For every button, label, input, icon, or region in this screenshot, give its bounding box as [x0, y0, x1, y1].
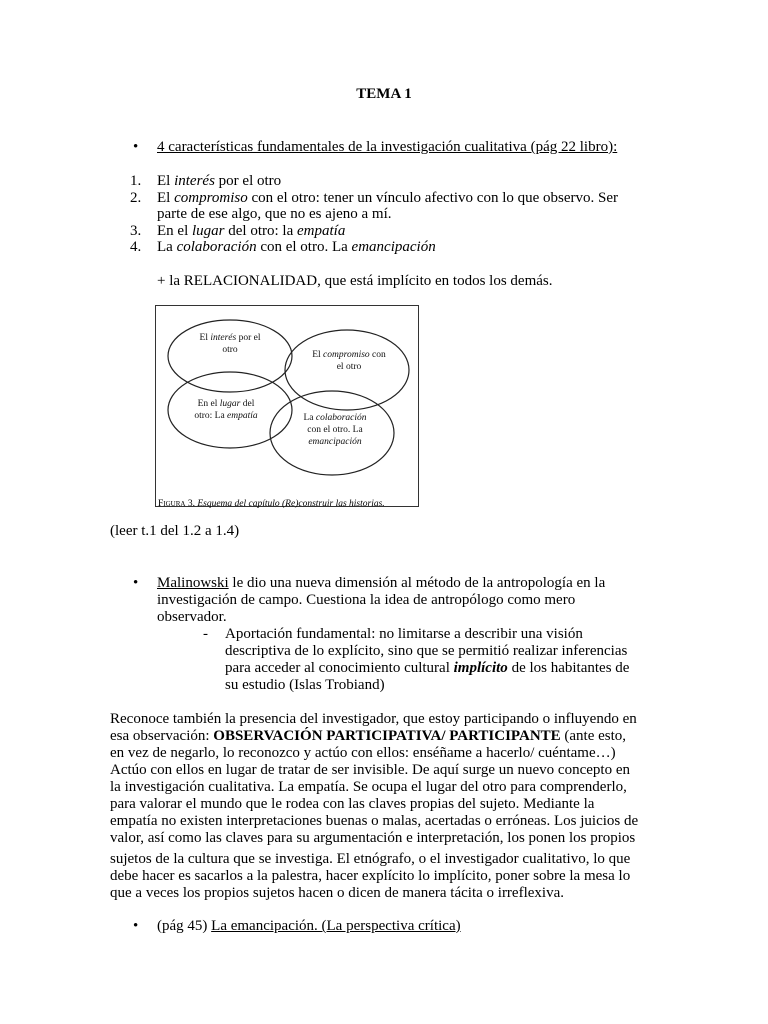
read-note: (leer t.1 del 1.2 a 1.4): [110, 523, 240, 539]
paragraph-line: para valorar el mundo que le rodea con las claves propias del sujeto. Mediante la: [110, 796, 595, 812]
circle-interes: [168, 320, 292, 392]
paragraph-line: en vez de negarlo, lo reconozco y actúo con ellos: enséñame a hacerlo/ cuéntame…): [110, 745, 616, 761]
list-item-1: El interés por el otro: [157, 173, 282, 189]
contribution-line-4: su estudio (Islas Trobiand): [225, 677, 385, 693]
list-item-3: En el lugar del otro: la empatía: [157, 223, 346, 239]
malinowski-line-2: investigación de campo. Cuestiona la idea de antropólogo como mero: [157, 592, 576, 608]
circle-lugar: [168, 372, 292, 448]
venn-diagram: [156, 306, 418, 506]
paragraph-line: Actúo con ellos en lugar de tratar de ser invisible. De aquí surge un nuevo concepto en: [110, 762, 630, 778]
malinowski-line-1: Malinowski le dio una nueva dimensión al método de la antropología en la: [157, 575, 606, 591]
label-interes-1: El interés por el: [199, 333, 261, 343]
list-number: 4.: [130, 239, 142, 255]
contribution-line-2: descriptiva de lo explícito, sino que se permitió realizar inferencias: [225, 643, 628, 659]
paragraph-line: Reconoce también la presencia del investigador, que estoy participando o influyendo en: [110, 711, 637, 727]
paragraph-line: valor, así como las claves para su argumentación e interpretación, los ponen los propios: [110, 830, 636, 846]
paragraph-line: esa observación: OBSERVACIÓN PARTICIPATIVA/ PARTICIPANTE (ante esto,: [110, 728, 627, 744]
label-compromiso-1: El compromiso con: [312, 350, 386, 360]
list-number: 2.: [130, 190, 142, 206]
page-title: TEMA 1: [356, 86, 412, 102]
label-colaboracion-1: La colaboración: [303, 413, 367, 423]
list-item-2-cont: parte de ese algo, que no es ajeno a mí.: [157, 206, 392, 222]
dash-marker: -: [203, 626, 208, 642]
label-lugar-2: otro: La empatía: [194, 411, 258, 421]
label-interes-2: otro: [222, 345, 238, 355]
bullet-icon: •: [133, 575, 139, 591]
relationality-note: + la RELACIONALIDAD, que está implícito en todos los demás.: [157, 273, 553, 289]
label-compromiso-2: el otro: [336, 362, 362, 372]
label-colaboracion-2: con el otro. La: [307, 425, 363, 435]
label-lugar-1: En el lugar del: [197, 399, 255, 409]
bullet-emancipation: (pág 45) La emancipación. (La perspectiva crítica): [157, 918, 461, 934]
paragraph-line: empatía no existen interpretaciones buenas o malas, acertadas o erróneas. Los juicios de: [110, 813, 639, 829]
paragraph-line: que a veces los propios sujetos hacen o dicen de manera tácita o irreflexiva.: [110, 885, 564, 901]
list-number: 1.: [130, 173, 142, 189]
body-paragraph: [110, 711, 670, 902]
label-colaboracion-3: emancipación: [308, 437, 362, 447]
list-item-2: El compromiso con el otro: tener un vínculo afectivo con lo que observo. Ser: [157, 190, 619, 206]
figure-caption: Figura 3. Esquema del capítulo (Re)construir las historias.: [158, 499, 385, 509]
paragraph-line: debe hacer es sacarlos a la palestra, hacer explícito lo implícito, poner sobre la mesa lo: [110, 868, 631, 884]
bullet-characteristics: 4 características fundamentales de la investigación cualitativa (pág 22 libro):: [157, 139, 618, 155]
venn-figure: [155, 305, 419, 507]
bullet-icon: •: [133, 918, 139, 934]
list-number: 3.: [130, 223, 142, 239]
bullet-icon: •: [133, 139, 139, 155]
contribution-line-3: para acceder al conocimiento cultural implícito de los habitantes de: [225, 660, 630, 676]
paragraph-line: sujetos de la cultura que se investiga. El etnógrafo, o el investigador cualitativo, lo que: [110, 851, 631, 867]
list-item-4: La colaboración con el otro. La emancipación: [157, 239, 436, 255]
malinowski-line-3: observador.: [157, 609, 227, 625]
paragraph-line: la investigación cualitativa. La empatía. Se ocupa el lugar del otro para comprenderlo,: [110, 779, 627, 795]
contribution-line-1: Aportación fundamental: no limitarse a describir una visión: [225, 626, 583, 642]
